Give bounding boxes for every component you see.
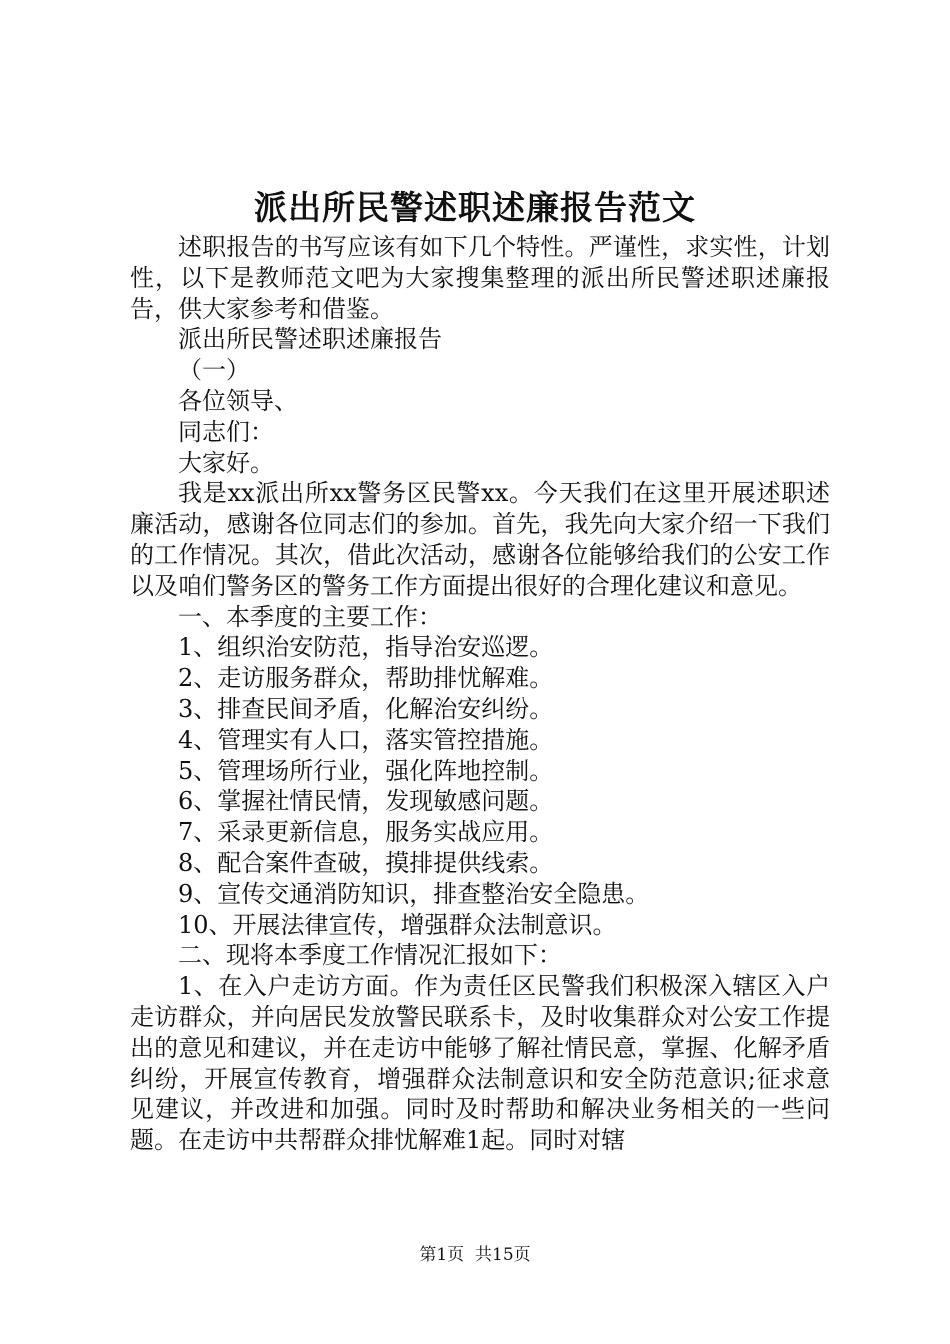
list-item: 4、管理实有人口，落实管控措施。 — [178, 725, 554, 754]
list-item: 7、采录更新信息，服务实战应用。 — [178, 818, 554, 847]
section-heading-main-work: 一、本季度的主要工作： — [178, 602, 442, 631]
home-visit-paragraph: 1、在入户走访方面。作为责任区民警我们积极深入辖区入户走访群众，并向居民发放警民联系卡，及时收集群众对公安工作提出的意见和建议，并在走访中能够了解社情民意，掌握、化解矛盾纠纷，开展宣传教育，增强群众法制意识和安全防范意识;征求意见建议，并改进和加强。同时及时帮助和解决业务相关的一些问题。在走访中共帮群众排忧解难1起。同时对辖 — [130, 972, 830, 1155]
salutation-comrades: 同志们： — [178, 417, 274, 446]
list-item: 1、组织治安防范，指导治安巡逻。 — [178, 633, 554, 662]
list-item: 8、配合案件查破，摸排提供线索。 — [178, 848, 554, 877]
list-item: 3、排查民间矛盾，化解治安纠纷。 — [178, 694, 554, 723]
document-title: 派出所民警述职述廉报告范文 — [254, 188, 696, 227]
section-number: （一） — [178, 356, 250, 385]
list-item: 6、掌握社情民情，发现敏感问题。 — [178, 787, 554, 816]
document-body — [130, 232, 830, 1155]
intro-paragraph: 述职报告的书写应该有如下几个特性。严谨性，求实性，计划性，以下是教师范文吧为大家搜集整理的派出所民警述职述廉报告，供大家参考和借鉴。 — [130, 233, 830, 323]
salutation-leaders: 各位领导、 — [178, 386, 298, 415]
page-footer — [0, 1243, 950, 1267]
page-number: 第1页 — [419, 1245, 465, 1265]
list-item: 10、开展法律宣传，增强群众法制意识。 — [178, 910, 617, 939]
section-heading-report: 二、现将本季度工作情况汇报如下： — [178, 941, 562, 970]
self-introduction-paragraph: 我是xx派出所xx警务区民警xx。今天我们在这里开展述职述廉活动，感谢各位同志们的参加。首先，我先向大家介绍一下我们的工作情况。其次，借此次活动，感谢各位能够给我们的公安工作以及咱们警务区的警务工作方面提出很好的合理化建议和意见。 — [130, 479, 830, 600]
total-pages: 共15页 — [475, 1245, 531, 1265]
footer-separator — [464, 1245, 475, 1265]
list-item: 9、宣传交通消防知识，排查整治安全隐患。 — [178, 879, 650, 908]
greeting: 大家好。 — [178, 448, 274, 477]
list-item: 2、走访服务群众，帮助排忧解难。 — [178, 664, 554, 693]
report-heading: 派出所民警述职述廉报告 — [178, 325, 442, 354]
list-item: 5、管理场所行业，强化阵地控制。 — [178, 756, 554, 785]
